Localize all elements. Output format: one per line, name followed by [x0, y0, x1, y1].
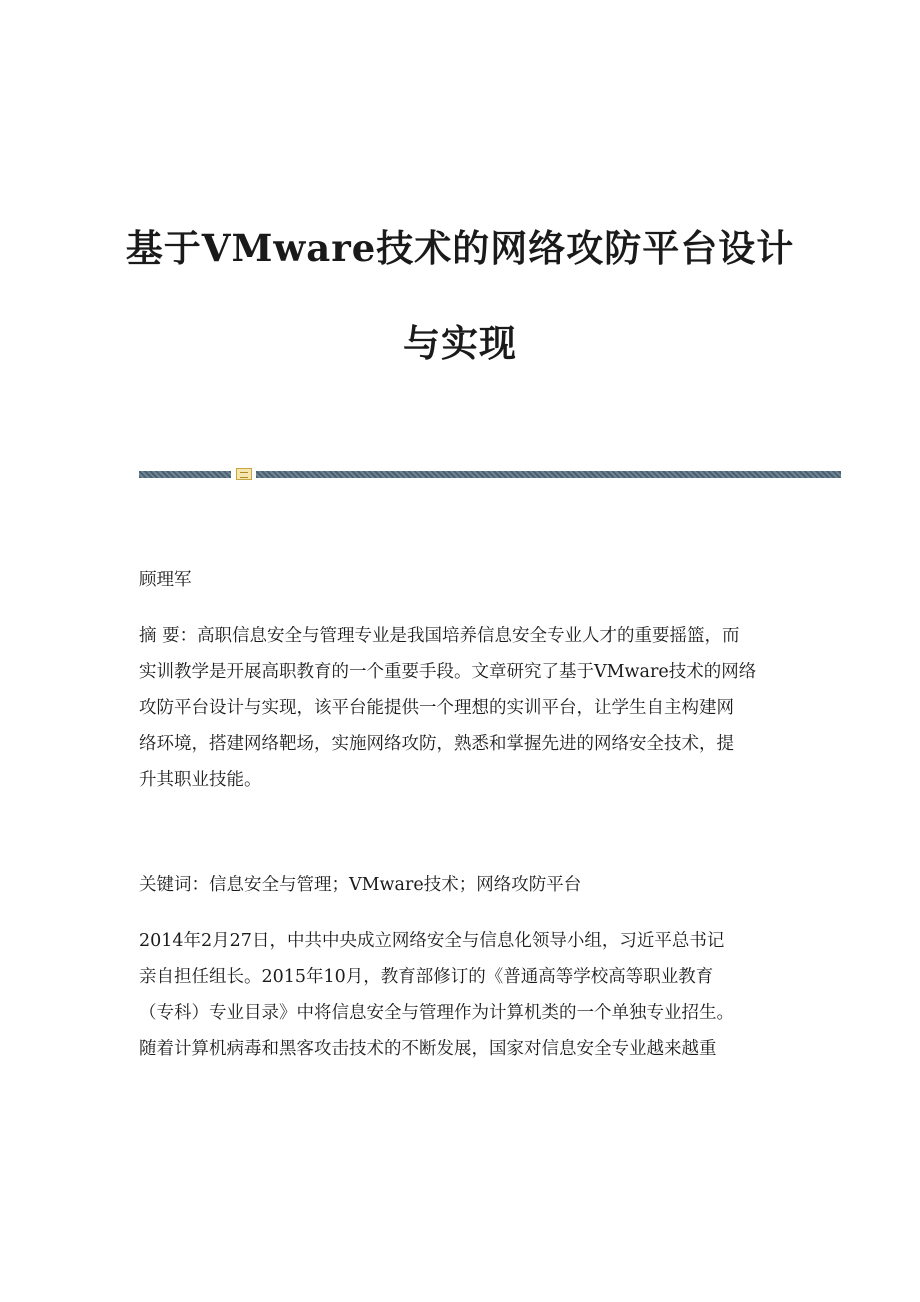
divider-bar-right [256, 471, 841, 478]
abstract-line: 实训教学是开展高职教育的一个重要手段。文章研究了基于VMware技术的网络 [139, 662, 757, 682]
author-name: 顾理军 [139, 570, 192, 590]
abstract-paragraph [139, 618, 779, 798]
abstract-line: 攻防平台设计与实现，该平台能提供一个理想的实训平台，让学生自主构建网 [139, 698, 734, 718]
body-paragraph [139, 923, 779, 1067]
keywords-line: 关键词：信息安全与管理；VMware技术；网络攻防平台 [139, 875, 582, 895]
title-divider [139, 468, 841, 480]
document-title-line-2: 与实现 [403, 321, 517, 365]
abstract-line: 络环境，搭建网络靶场，实施网络攻防，熟悉和掌握先进的网络安全技术，提 [139, 734, 734, 754]
body-line: （专科）专业目录》中将信息安全与管理作为计算机类的一个单独专业招生。 [139, 1003, 734, 1023]
body-line: 亲自担任组长。2015年10月，教育部修订的《普通高等学校高等职业教育 [139, 967, 714, 987]
body-line: 2014年2月27日，中共中央成立网络安全与信息化领导小组，习近平总书记 [139, 931, 725, 951]
divider-ornament-icon [236, 468, 252, 480]
document-title-line-1: 基于VMware技术的网络攻防平台设计 [125, 226, 795, 270]
abstract-line: 摘 要：高职信息安全与管理专业是我国培养信息安全专业人才的重要摇篮，而 [139, 626, 740, 646]
divider-bar-left [139, 471, 231, 478]
body-line: 随着计算机病毒和黑客攻击技术的不断发展，国家对信息安全专业越来越重 [139, 1039, 717, 1059]
abstract-line: 升其职业技能。 [139, 770, 262, 790]
